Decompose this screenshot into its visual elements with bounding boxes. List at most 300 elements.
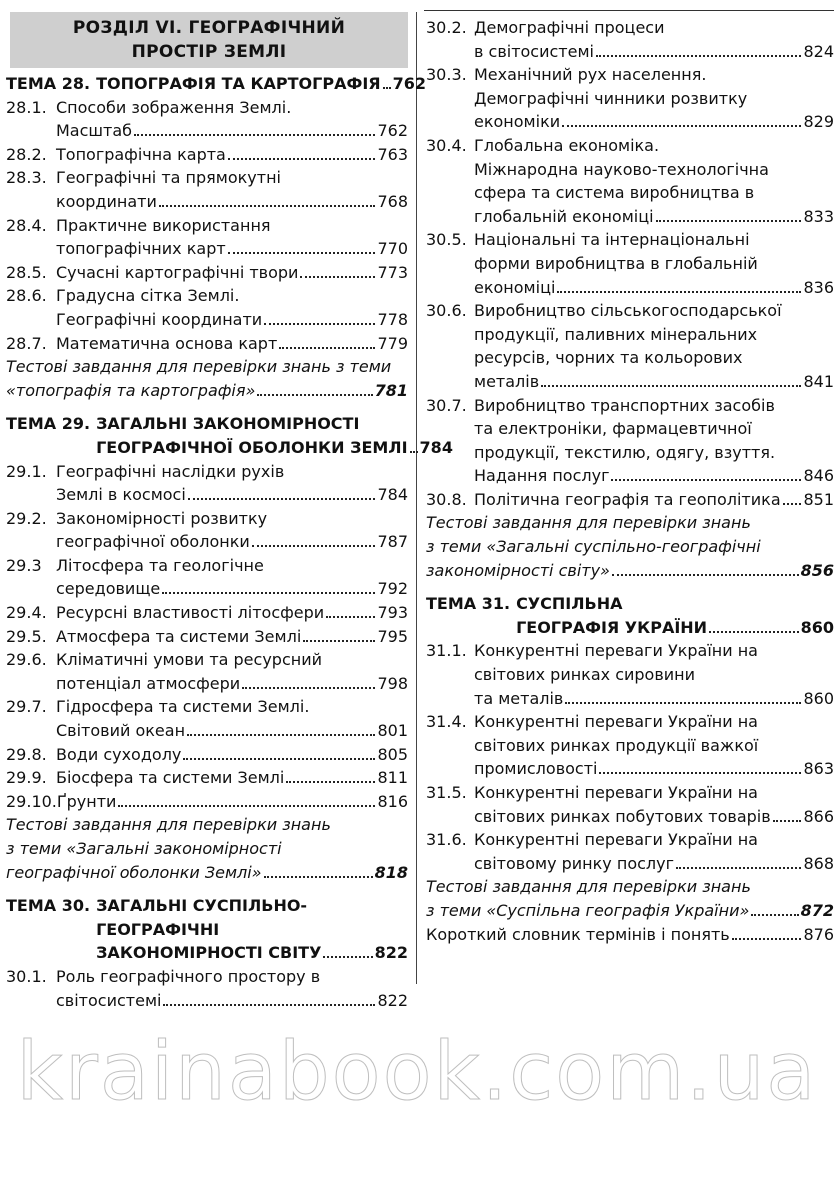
toc-entry[interactable] — [6, 743, 408, 767]
toc-page-number: 811 — [377, 768, 408, 788]
toc-title-line: з теми «Суспільна географія України» — [426, 900, 750, 920]
toc-title-last-line — [474, 757, 834, 781]
toc-entry-body — [474, 710, 834, 781]
toc-title-line: координати — [56, 191, 157, 211]
toc-entry[interactable] — [6, 695, 408, 742]
toc-page-number: 784 — [419, 437, 453, 457]
toc-entry-body — [474, 488, 834, 512]
toc-page-number: 784 — [377, 485, 408, 505]
toc-title-line: Тестові завдання для перевірки знань з теми — [6, 357, 392, 377]
dot-leader — [323, 956, 372, 958]
toc-title-line: Практичне використання — [56, 215, 271, 235]
toc-title-line: потенціал атмосфери — [56, 673, 241, 693]
toc-title-last-line — [56, 530, 408, 554]
toc-title-last-line — [474, 40, 834, 64]
toc-number: 29.1. — [6, 461, 47, 481]
toc-number: 28.2. — [6, 144, 47, 164]
toc-page-number: 841 — [803, 371, 834, 391]
toc-title-line: Масштаб — [56, 121, 133, 141]
dot-leader — [242, 687, 375, 689]
toc-entry-body — [56, 766, 408, 790]
toc-number: 28.7. — [6, 333, 47, 353]
toc-page-number: 792 — [377, 579, 408, 599]
toc-title-last-line — [474, 805, 834, 829]
toc-page-number: 851 — [803, 489, 834, 509]
toc-title-line: Географічні координати — [56, 309, 263, 329]
toc-title-line: продукції, текстилю, одягу, взуття. — [474, 442, 776, 462]
toc-entry-body — [426, 511, 834, 582]
toc-title-last-line — [474, 852, 834, 876]
toc-entry-body — [474, 16, 834, 63]
toc-title-line: ресурсів, чорних та кольорових — [474, 348, 743, 368]
toc-title-line: Надання послуг — [474, 466, 610, 486]
toc-entry[interactable] — [426, 394, 834, 488]
dot-leader — [257, 394, 372, 396]
toc-title-line: ЗАГАЛЬНІ СУСПІЛЬНО-ГЕОГРАФІЧНІ — [96, 896, 308, 939]
toc-title-line: ТОПОГРАФІЯ ТА КАРТОГРАФІЯ — [96, 74, 381, 93]
right-column — [426, 0, 834, 946]
toc-entry[interactable] — [6, 96, 408, 143]
toc-title-line: в світосистемі — [474, 41, 594, 61]
toc-entry-body — [474, 299, 834, 393]
watermark: krainabook.com.ua — [16, 1025, 818, 1118]
toc-entry-body — [56, 625, 408, 649]
toc-title-line: Механічний рух населення. — [474, 65, 707, 85]
toc-title-line: з теми «Загальні закономірності — [6, 839, 282, 858]
toc-entry-body — [57, 790, 408, 814]
section-title-box — [10, 12, 408, 68]
toc-title-line: економіки — [474, 112, 561, 132]
toc-page-number: 787 — [377, 532, 408, 552]
dot-leader — [783, 503, 802, 505]
toc-title-last-line — [56, 766, 408, 790]
toc-number: 30.4. — [426, 135, 467, 155]
toc-number: 30.8. — [426, 489, 467, 509]
toc-title-line: продукції, паливних мінеральних — [474, 324, 758, 344]
toc-entry[interactable] — [426, 639, 834, 710]
toc-title-line: Ресурсні властивості літосфери — [56, 603, 325, 623]
toc-entry-body — [474, 394, 834, 488]
toc-page-number: 829 — [803, 112, 834, 132]
toc-title-line: географічної оболонки Землі» — [6, 862, 262, 882]
toc-title-last-line — [56, 601, 408, 625]
toc-entry-body — [56, 96, 408, 143]
toc-number: 28.5. — [6, 262, 47, 282]
toc-title-last-line — [6, 861, 408, 885]
toc-title-last-line — [56, 989, 408, 1013]
toc-number: 28.1. — [6, 97, 47, 117]
dot-leader — [286, 781, 375, 783]
toc-title-last-line — [56, 143, 408, 167]
toc-title-last-line — [474, 464, 834, 488]
toc-title-last-line — [56, 119, 408, 143]
toc-page-number: 822 — [374, 943, 408, 963]
toc-number: 29.2. — [6, 508, 47, 528]
toc-entry-body — [56, 648, 408, 695]
toc-title-line: Способи зображення Землі. — [56, 97, 292, 117]
toc-entry-body — [474, 63, 834, 134]
dot-leader — [656, 220, 802, 222]
toc-title-line: Виробництво сільськогосподарської — [474, 301, 782, 321]
toc-page-number: 801 — [377, 721, 408, 741]
toc-page-number: 876 — [803, 924, 834, 944]
toc-title-line: та електроніки, фармацевтичної — [474, 419, 752, 439]
toc-entry-body — [474, 134, 834, 228]
toc-title-line: Градусна сітка Землі. — [56, 286, 240, 306]
toc-title-line: металів — [474, 371, 540, 391]
toc-title-line: Тестові завдання для перевірки знань — [426, 877, 751, 897]
toc-page-number: 860 — [803, 688, 834, 708]
toc-title-line: Літосфера та геологічне — [56, 555, 264, 575]
toc-page-number: 768 — [377, 191, 408, 211]
spacer — [6, 402, 408, 410]
toc-title-line: Виробництво транспортних засобів — [474, 395, 775, 415]
dot-leader — [326, 616, 375, 618]
toc-entry[interactable] — [6, 143, 408, 167]
toc-number: 30.1. — [6, 966, 47, 986]
toc-title-last-line — [96, 436, 453, 460]
toc-page-number: 818 — [374, 862, 408, 882]
toc-title-line: Конкурентні переваги України на — [474, 830, 758, 850]
toc-title-line: ГЕОГРАФІЧНОЇ ОБОЛОНКИ ЗЕМЛІ — [96, 437, 408, 457]
toc-number: ТЕМА 30. — [6, 896, 91, 916]
toc-title-line: Гідросфера та системи Землі. — [56, 697, 310, 717]
dot-leader — [264, 323, 375, 325]
toc-title-last-line — [56, 743, 408, 767]
dot-leader — [188, 498, 376, 500]
toc-entry-body — [474, 639, 834, 710]
toc-entry[interactable] — [6, 507, 408, 554]
dot-leader — [557, 291, 801, 293]
toc-title-line: Води суходолу — [56, 744, 182, 764]
toc-title-line: Ґрунти — [56, 791, 117, 811]
toc-entry[interactable] — [6, 261, 408, 285]
toc-title-last-line — [474, 205, 834, 229]
toc-entry-body — [474, 228, 834, 299]
dot-leader — [709, 631, 799, 633]
toc-title-last-line — [56, 672, 408, 696]
toc-entry[interactable] — [426, 63, 834, 134]
dot-leader — [264, 876, 373, 878]
toc-title-line: Сучасні картографічні твори — [56, 262, 299, 282]
toc-entry[interactable] — [426, 781, 834, 828]
toc-title-line: промисловості — [474, 759, 598, 779]
spacer — [426, 582, 834, 590]
toc-entry-body — [96, 412, 453, 459]
toc-title-line: ГЕОГРАФІЯ УКРАЇНИ — [516, 617, 708, 637]
toc-entry[interactable] — [426, 488, 834, 512]
toc-entry[interactable] — [6, 790, 408, 814]
toc-entry[interactable] — [6, 332, 408, 356]
toc-entry-body — [56, 965, 408, 1012]
toc-entry-body — [56, 460, 408, 507]
toc-list-right — [426, 16, 834, 946]
toc-title-line: Землі в космосі — [56, 485, 186, 505]
toc-title-line: сфера та система виробництва в — [474, 183, 755, 203]
toc-number: 29.9. — [6, 768, 47, 788]
toc-number: 28.6. — [6, 286, 47, 306]
toc-entry[interactable] — [426, 710, 834, 781]
toc-page-number: 763 — [377, 144, 408, 164]
toc-title-line: СУСПІЛЬНА — [516, 594, 623, 614]
toc-title-line: Кліматичні умови та ресурсний — [56, 650, 322, 670]
dot-leader — [228, 252, 376, 254]
column-divider — [416, 12, 417, 984]
toc-entry-body — [56, 143, 408, 167]
toc-number: 30.3. — [426, 65, 467, 85]
toc-entry-body — [56, 214, 408, 261]
dot-leader — [612, 574, 799, 576]
toc-entry-body — [474, 781, 834, 828]
toc-entry-body — [96, 894, 408, 965]
toc-test-entry[interactable] — [426, 875, 834, 922]
toc-page-number: 860 — [800, 617, 834, 637]
toc-title-last-line — [56, 308, 408, 332]
toc-entry-body — [474, 828, 834, 875]
dot-leader — [541, 385, 801, 387]
toc-title-line: Географічні наслідки рухів — [56, 461, 285, 481]
toc-page-number: 770 — [377, 239, 408, 259]
dot-leader — [383, 87, 391, 89]
toc-entry[interactable] — [6, 965, 408, 1012]
toc-title-last-line — [96, 72, 427, 96]
toc-number: 30.6. — [426, 301, 467, 321]
toc-entry-body — [56, 166, 408, 213]
toc-page-number: 846 — [803, 466, 834, 486]
toc-title-last-line — [426, 559, 834, 583]
toc-title-line: топографічних карт — [56, 239, 226, 259]
toc-number: 30.2. — [426, 18, 467, 37]
toc-title-line: ЗАКОНОМІРНОСТІ СВІТУ — [96, 943, 322, 963]
toc-title-last-line — [56, 332, 408, 356]
dot-leader — [134, 134, 375, 136]
toc-entry[interactable] — [6, 601, 408, 625]
dot-leader — [565, 702, 801, 704]
toc-title-line: Географічні та прямокутні — [56, 168, 281, 188]
toc-title-line: Міжнародна науково-технологічна — [474, 159, 769, 179]
toc-title-line: середовище — [56, 579, 161, 599]
toc-entry[interactable] — [426, 228, 834, 299]
toc-title-line: Демографічні процеси — [474, 18, 665, 37]
toc-title-last-line — [426, 899, 834, 923]
toc-entry-body — [56, 284, 408, 331]
toc-title-line: форми виробництва в глобальній — [474, 253, 758, 273]
toc-topic[interactable] — [426, 592, 834, 639]
toc-title-last-line — [426, 923, 834, 947]
dot-leader — [596, 55, 801, 57]
toc-title-line: Закономірності розвитку — [56, 508, 268, 528]
toc-page-number: 773 — [377, 262, 408, 282]
toc-page-number: 816 — [377, 791, 408, 811]
toc-entry[interactable] — [6, 554, 408, 601]
toc-title-last-line — [96, 941, 408, 965]
toc-title-line: світових ринках продукції важкої — [474, 735, 759, 755]
toc-entry-body — [426, 923, 834, 947]
toc-title-line: глобальній економіці — [474, 206, 654, 226]
toc-title-line: світових ринках побутових товарів — [474, 806, 771, 826]
toc-number: 29.10. — [6, 791, 57, 811]
toc-entry[interactable] — [6, 766, 408, 790]
toc-title-last-line — [56, 719, 408, 743]
toc-entry-body — [56, 743, 408, 767]
toc-entry-body — [56, 332, 408, 356]
dot-leader — [183, 758, 375, 760]
dot-leader — [163, 1004, 375, 1006]
toc-title-line: закономірності світу» — [426, 560, 610, 580]
toc-title-line: Тестові завдання для перевірки знань — [426, 513, 751, 533]
toc-page-number: 836 — [803, 277, 834, 297]
toc-entry-body — [96, 72, 427, 96]
toc-page-number: 856 — [800, 560, 834, 580]
toc-test-entry[interactable] — [6, 813, 408, 884]
toc-entry-body — [516, 592, 834, 639]
toc-topic[interactable] — [6, 894, 408, 965]
toc-page-number: 805 — [377, 744, 408, 764]
toc-entry[interactable] — [6, 625, 408, 649]
toc-title-line: Біосфера та системи Землі — [56, 768, 285, 788]
toc-title-line: світовому ринку послуг — [474, 853, 675, 873]
toc-page-number: 822 — [377, 990, 408, 1010]
dot-leader — [159, 205, 376, 207]
toc-page-number: 781 — [374, 380, 408, 400]
toc-title-line: та металів — [474, 688, 564, 708]
toc-title-line: світових ринках сировини — [474, 665, 696, 685]
toc-entry[interactable] — [6, 460, 408, 507]
toc-number: 28.4. — [6, 215, 47, 235]
toc-entry[interactable] — [426, 923, 834, 947]
toc-title-last-line — [516, 616, 834, 640]
toc-title-line: з теми «Загальні суспільно-географічні — [426, 537, 761, 557]
toc-title-last-line — [474, 276, 834, 300]
toc-number: ТЕМА 29. — [6, 414, 91, 434]
dot-leader — [732, 938, 802, 940]
toc-entry[interactable] — [426, 299, 834, 393]
toc-title-line: світосистемі — [56, 990, 162, 1010]
toc-number: 31.6. — [426, 830, 467, 850]
section-title-line: РОЗДІЛ VI. ГЕОГРАФІЧНИЙ — [72, 18, 346, 38]
toc-title-line: Роль географічного простору в — [56, 966, 321, 986]
dot-leader — [562, 125, 801, 127]
toc-title-last-line — [56, 237, 408, 261]
spacer — [6, 884, 408, 892]
toc-entry-body — [56, 601, 408, 625]
toc-page-number: 762 — [377, 121, 408, 141]
toc-title-last-line — [56, 625, 408, 649]
toc-entry[interactable] — [426, 134, 834, 228]
toc-title-line: ЗАГАЛЬНІ ЗАКОНОМІРНОСТІ — [96, 414, 360, 434]
toc-number: 30.5. — [426, 230, 467, 250]
toc-topic[interactable] — [6, 412, 453, 459]
toc-test-entry[interactable] — [6, 355, 408, 402]
toc-title-last-line — [474, 370, 834, 394]
toc-entry-body — [56, 554, 408, 601]
toc-test-entry[interactable] — [426, 511, 834, 582]
toc-title-last-line — [474, 687, 834, 711]
toc-page-number: 833 — [803, 206, 834, 226]
toc-title-line: Тестові завдання для перевірки знань — [6, 815, 331, 835]
dot-leader — [410, 451, 418, 453]
toc-entry-body — [6, 355, 408, 402]
dot-leader — [252, 545, 376, 547]
toc-page-number: 866 — [803, 806, 834, 826]
toc-title-line: Атмосфера та системи Землі — [56, 626, 302, 646]
dot-leader — [118, 805, 375, 807]
toc-entry-body — [6, 813, 408, 884]
toc-entry[interactable] — [426, 16, 834, 63]
toc-title-line: Короткий словник термінів і понять — [426, 924, 730, 944]
toc-entry[interactable] — [6, 284, 408, 331]
toc-title-line: Політична географія та геополітика — [474, 489, 781, 509]
toc-title-last-line — [474, 488, 834, 512]
toc-page-number: 863 — [803, 759, 834, 779]
dot-leader — [611, 479, 801, 481]
toc-title-line: Конкурентні переваги України на — [474, 712, 758, 732]
toc-entry[interactable] — [6, 166, 408, 213]
dot-leader — [599, 772, 801, 774]
toc-entry[interactable] — [6, 648, 408, 695]
toc-page-number: 779 — [377, 333, 408, 353]
dot-leader — [162, 592, 375, 594]
toc-number: 29.7. — [6, 697, 47, 717]
toc-entry[interactable] — [6, 214, 408, 261]
toc-title-last-line — [6, 379, 408, 403]
toc-entry[interactable] — [426, 828, 834, 875]
dot-leader — [773, 820, 802, 822]
toc-title-line: Топографічна карта — [56, 144, 226, 164]
toc-number: 31.1. — [426, 641, 467, 661]
toc-number: 28.3. — [6, 168, 47, 188]
toc-title-line: Національні та інтернаціональні — [474, 230, 750, 250]
toc-page-number: 793 — [377, 603, 408, 623]
dot-leader — [279, 347, 375, 349]
toc-page-number: 762 — [392, 74, 427, 93]
dot-leader — [303, 640, 375, 642]
toc-title-last-line — [56, 483, 408, 507]
toc-page-number: 778 — [377, 309, 408, 329]
dot-leader — [187, 734, 375, 736]
toc-topic[interactable] — [6, 72, 427, 96]
toc-title-last-line — [474, 110, 834, 134]
toc-number: 29.4. — [6, 603, 47, 623]
toc-title-line: Глобальна економіка. — [474, 135, 660, 155]
toc-title-line: географічної оболонки — [56, 532, 250, 552]
toc-entry-body — [56, 507, 408, 554]
toc-entry-body — [56, 261, 408, 285]
toc-title-last-line — [56, 190, 408, 214]
toc-page-number: 824 — [803, 41, 834, 61]
toc-number: 29.5. — [6, 626, 47, 646]
toc-number: 30.7. — [426, 395, 467, 415]
toc-number: 29.8. — [6, 744, 47, 764]
toc-number: 29.6. — [6, 650, 47, 670]
toc-entry-body — [56, 695, 408, 742]
toc-page-number: 872 — [800, 900, 834, 920]
dot-leader — [228, 158, 376, 160]
toc-title-line: Світовий океан — [56, 721, 186, 741]
dot-leader — [676, 867, 801, 869]
toc-title-last-line — [56, 261, 408, 285]
section-title-line: ПРОСТІР ЗЕМЛІ — [131, 42, 287, 62]
dot-leader — [751, 914, 798, 916]
toc-title-line: Математична основа карт — [56, 333, 278, 353]
toc-title-line: економіці — [474, 277, 556, 297]
toc-number: 29.3 — [6, 555, 42, 575]
toc-number: ТЕМА 31. — [426, 594, 511, 614]
toc-title-line: Демографічні чинники розвитку — [474, 88, 748, 108]
toc-title-line: Конкурентні переваги України на — [474, 641, 758, 661]
dot-leader — [300, 276, 375, 278]
toc-title-line: Конкурентні переваги України на — [474, 783, 758, 802]
